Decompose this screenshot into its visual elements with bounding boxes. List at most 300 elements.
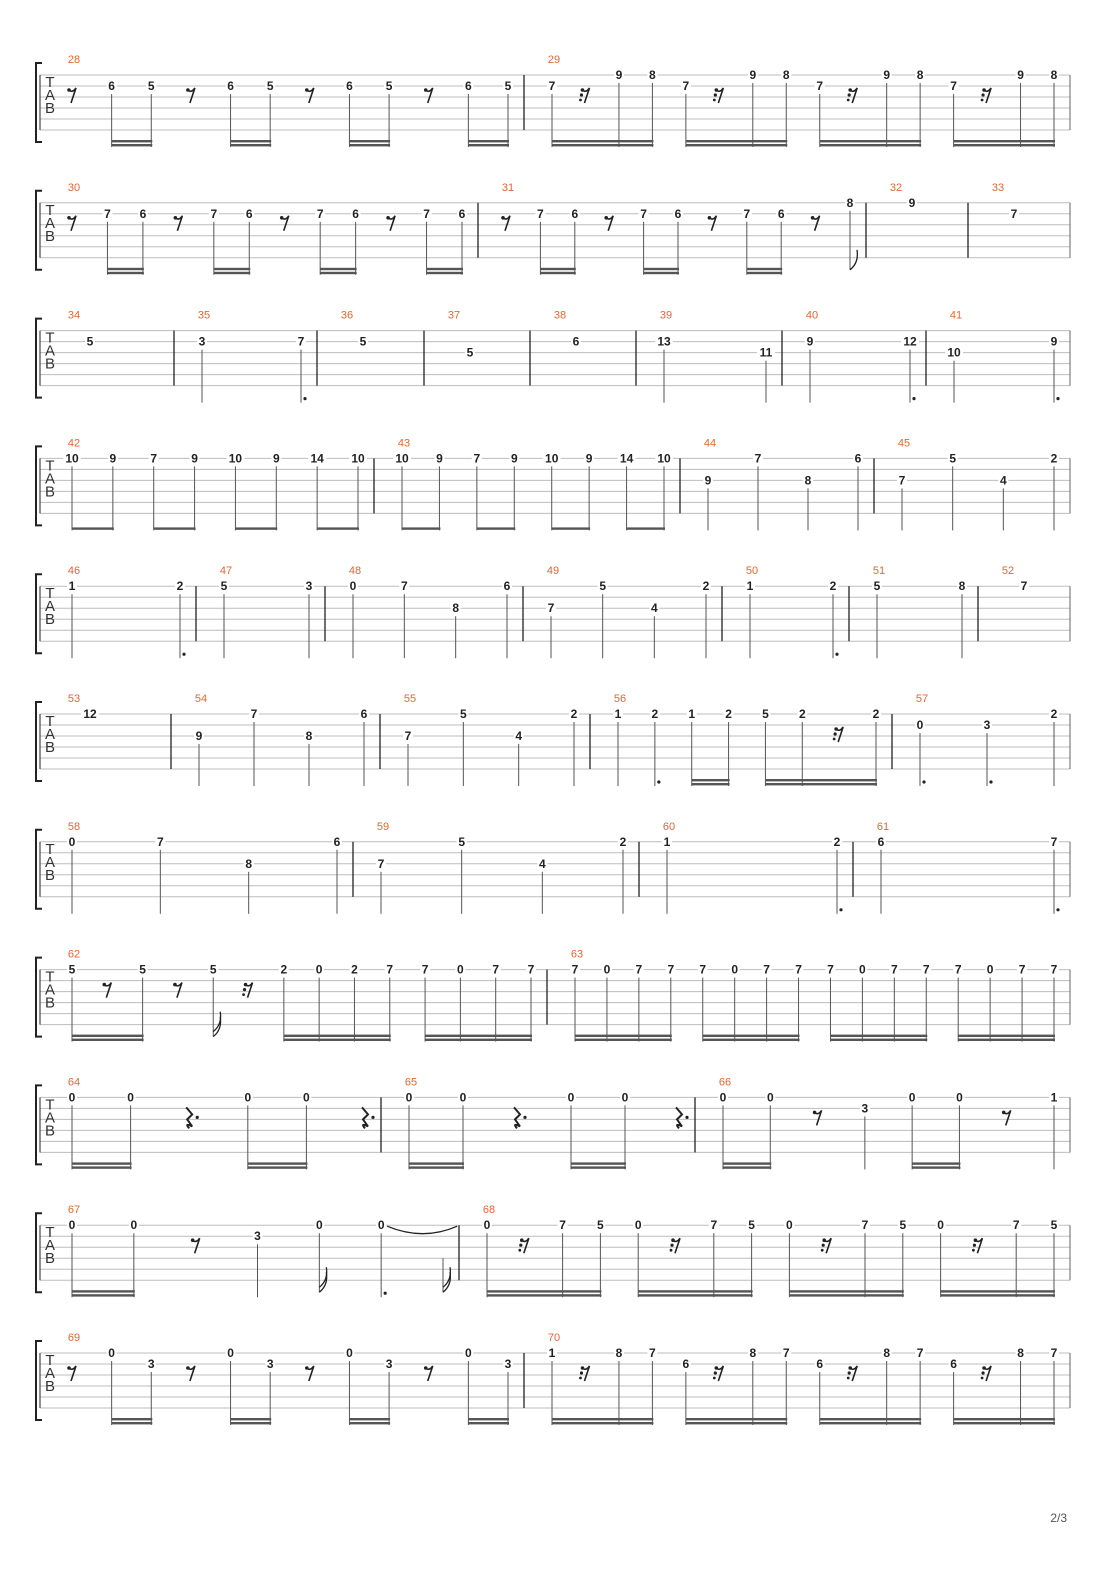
rest-flag-dot (103, 983, 107, 987)
fret-number: 7 (473, 451, 481, 466)
fret-number: 6 (572, 334, 580, 349)
beam (552, 140, 653, 142)
fret-number: 9 (436, 451, 443, 466)
measure-number: 31 (501, 181, 515, 194)
tab-clef-letter: T (45, 713, 55, 730)
fret-number: 7 (548, 79, 556, 93)
rest-flag-dot (848, 1371, 851, 1374)
fret-number: 5 (899, 1218, 907, 1233)
fret-number: 3 (305, 579, 313, 594)
beam (112, 140, 153, 142)
fret-number: 7 (699, 962, 707, 977)
beam (487, 1294, 601, 1296)
rest-flag-dot (848, 1366, 852, 1370)
rest-flag-dot (67, 88, 71, 92)
rest-flag-dot (579, 1377, 582, 1380)
tab-clef-letter: T (45, 585, 55, 603)
tab-system (36, 693, 1070, 786)
fret-number: 8 (1017, 1346, 1024, 1360)
rest-flag-dot (981, 93, 984, 96)
quarter-rest (514, 1107, 520, 1128)
rest-dot (523, 1116, 526, 1119)
fret-number: 7 (400, 579, 408, 594)
rest-flag-dot (173, 983, 177, 987)
measure (501, 182, 857, 275)
fret-number: 1 (614, 707, 622, 721)
measure-number: 60 (662, 820, 676, 833)
beam (231, 140, 272, 142)
fret-number: 10 (947, 345, 961, 360)
fret-number: 8 (452, 601, 460, 616)
measure-number: 46 (67, 565, 81, 578)
fret-number: 6 (352, 206, 359, 221)
fret-number: 7 (386, 962, 394, 977)
beam (552, 1422, 653, 1424)
rest-flag-dot (174, 216, 178, 220)
rest-flag-dot (305, 1366, 309, 1370)
fret-number: 7 (297, 334, 305, 349)
tab-clef-letter: T (45, 1224, 55, 1242)
measure (655, 310, 775, 403)
tab-system (36, 437, 1070, 530)
measure-number: 56 (613, 693, 627, 705)
fret-number: 7 (635, 962, 643, 977)
fret-number: 9 (585, 451, 593, 466)
fret-number: 7 (150, 451, 158, 466)
fret-number: 3 (266, 1357, 274, 1371)
fret-number: 7 (1050, 1346, 1058, 1360)
rest-flag-dot (501, 216, 505, 220)
fret-number: 7 (950, 79, 957, 93)
fret-number: 1 (1050, 1090, 1058, 1105)
rest-flag-dot (982, 1366, 986, 1370)
beam (789, 1294, 903, 1296)
fret-number: 10 (228, 451, 243, 466)
fret-number: 9 (1050, 334, 1058, 349)
rest-flag-dot (386, 216, 390, 220)
fret-number: 0 (68, 1218, 76, 1233)
rest-flag-dot (520, 1238, 524, 1242)
fret-number: 14 (310, 451, 324, 466)
measure-number: 54 (194, 693, 208, 705)
measure (745, 565, 839, 658)
rest-flag-dot (981, 99, 984, 102)
beam (571, 1162, 626, 1164)
measure-number: 58 (67, 820, 81, 833)
fret-number: 5 (762, 707, 769, 721)
fret-number: 0 (127, 1090, 134, 1105)
measure (67, 1204, 457, 1297)
measure-number: 48 (348, 565, 362, 578)
fret-number: 5 (458, 834, 466, 849)
fret-number: 8 (782, 68, 790, 82)
beam (214, 272, 250, 274)
beam (747, 272, 782, 274)
fret-number: 0 (603, 962, 611, 977)
fret-number: 5 (68, 962, 76, 977)
fret-number: 7 (954, 962, 962, 977)
measure-number: 29 (547, 54, 561, 66)
tab-system (36, 54, 1070, 147)
fret-number: 0 (786, 1218, 793, 1233)
tab-clef-letter: A (44, 1237, 56, 1255)
fret-number: 8 (958, 579, 966, 594)
fret-number: 7 (782, 1346, 790, 1360)
fret-number: 7 (922, 962, 930, 977)
measure (613, 693, 881, 786)
fret-number: 6 (571, 206, 579, 221)
measure-number: 57 (915, 693, 929, 705)
fret-number: 8 (916, 68, 924, 82)
beam (958, 1035, 1055, 1037)
fret-number: 8 (615, 1346, 623, 1360)
measure-number: 30 (67, 181, 81, 194)
beam (72, 1290, 135, 1292)
rest-flag-dot (280, 216, 284, 220)
fret-number: 2 (702, 579, 710, 594)
beam (912, 1166, 960, 1168)
tab-clef-letter: A (44, 342, 56, 360)
fret-number: 5 (748, 1218, 755, 1233)
fret-number: 9 (749, 68, 757, 82)
tab-clef-letter: T (45, 1352, 55, 1369)
fret-number: 0 (315, 962, 323, 977)
fret-number: 0 (916, 718, 924, 732)
beam (284, 1039, 391, 1041)
fret-number: 2 (1050, 707, 1058, 721)
measure (482, 1204, 1059, 1297)
beam (112, 1422, 153, 1424)
quarter-rest (676, 1107, 682, 1128)
rest-flag-dot (847, 99, 850, 102)
tab-clef-letter: B (44, 1250, 56, 1268)
fret-number: 7 (795, 962, 802, 977)
beam (912, 1162, 960, 1164)
measure (992, 182, 1019, 221)
note-flag (850, 250, 857, 270)
fret-number: 10 (395, 451, 409, 466)
rest-flag-dot (1002, 1111, 1006, 1115)
fret-number: 9 (704, 473, 712, 488)
fret-number: 5 (504, 79, 512, 93)
note-flag (319, 1272, 326, 1292)
beam (644, 272, 679, 274)
beam (571, 1166, 626, 1168)
fret-number: 0 (108, 1346, 115, 1360)
fret-number: 5 (385, 79, 393, 93)
beam (723, 1162, 771, 1164)
rhythm-dot (1056, 397, 1059, 400)
rest-flag-dot (186, 88, 190, 92)
measure (219, 565, 314, 658)
beam (765, 783, 877, 785)
fret-number: 0 (303, 1090, 310, 1105)
beam (349, 140, 390, 142)
fret-number: 5 (147, 79, 155, 93)
rest-flag-dot (305, 88, 309, 92)
tab-system (36, 565, 1070, 658)
tab-system (36, 821, 1070, 914)
rest-dot (685, 1116, 688, 1119)
beam (487, 1290, 601, 1292)
rest-flag-dot (982, 88, 986, 92)
fret-number: 7 (210, 206, 218, 221)
fret-number: 8 (305, 729, 313, 743)
rest-flag-dot (581, 1366, 585, 1370)
measure (662, 821, 843, 914)
measure (67, 565, 186, 658)
fret-number: 7 (682, 79, 690, 93)
rest-flag-dot (822, 1244, 825, 1247)
beam (954, 1422, 1055, 1424)
rest-flag-dot (67, 1366, 71, 1370)
measure (68, 310, 95, 349)
measure-number: 63 (570, 948, 584, 961)
measure (554, 310, 581, 349)
fret-number: 0 (731, 962, 739, 977)
fret-number: 8 (804, 473, 812, 488)
beam (686, 144, 787, 146)
rest-flag-dot (714, 1371, 717, 1374)
beam (468, 1422, 509, 1424)
fret-number: 0 (346, 1346, 353, 1360)
fret-number: 12 (83, 707, 97, 721)
measure (67, 1332, 513, 1425)
fret-number: 7 (537, 206, 544, 221)
rest-flag-dot (848, 93, 851, 96)
measure (718, 1076, 1059, 1169)
fret-number: 7 (423, 206, 430, 221)
beam (72, 1039, 144, 1041)
tab-clef-letter: B (44, 994, 56, 1012)
tab-clef-letter: B (44, 611, 56, 629)
measure-number: 37 (447, 309, 461, 322)
measure (805, 310, 919, 403)
measure-number: 35 (197, 309, 211, 322)
tab-clef-letter: B (44, 739, 56, 756)
rest-dot (371, 1116, 374, 1119)
measure-number: 55 (403, 693, 417, 705)
measure (547, 1332, 1059, 1425)
fret-number: 7 (250, 707, 258, 721)
rest-flag-dot (715, 1366, 719, 1370)
tab-clef-letter: T (45, 74, 55, 91)
beam (638, 1290, 752, 1292)
fret-number: 5 (459, 707, 467, 721)
rhythm-dot (989, 780, 992, 783)
measure (546, 565, 711, 658)
measure (393, 437, 673, 530)
fret-number: 7 (1018, 962, 1026, 977)
rhythm-dot (1056, 908, 1059, 911)
fret-number: 3 (385, 1357, 393, 1371)
tab-clef-letter: B (44, 100, 56, 117)
beam (954, 144, 1055, 146)
measure (194, 693, 369, 786)
beam (72, 1162, 132, 1164)
rest-flag-dot (713, 99, 716, 102)
beam (107, 272, 143, 274)
measure-number: 33 (991, 181, 1005, 194)
fret-number: 7 (104, 206, 111, 221)
fret-number: 3 (861, 1101, 869, 1116)
fret-number: 5 (220, 579, 228, 594)
fret-number: 10 (351, 451, 365, 466)
note-flag (443, 1272, 450, 1292)
measure-number: 53 (67, 693, 81, 705)
measure-number: 66 (718, 1076, 732, 1089)
fret-number: 5 (266, 79, 274, 93)
rest-flag-dot (580, 1371, 583, 1374)
fret-number: 1 (68, 579, 76, 594)
quarter-rest (362, 1107, 368, 1128)
fret-number: 8 (846, 195, 854, 210)
tab-system (36, 949, 1070, 1042)
fret-number: 7 (649, 1346, 656, 1360)
fret-number: 4 (538, 856, 546, 871)
fret-number: 2 (833, 834, 841, 849)
fret-number: 2 (570, 707, 578, 721)
rest-flag-dot (670, 1249, 673, 1252)
fret-number: 0 (465, 1346, 472, 1360)
tab-clef-letter: T (45, 840, 55, 858)
measure-number: 70 (547, 1332, 561, 1344)
fret-number: 7 (763, 962, 770, 977)
measure-number: 65 (404, 1076, 418, 1089)
measure (945, 310, 1060, 403)
beam (477, 527, 515, 529)
fret-number: 0 (457, 962, 464, 977)
fret-number: 6 (458, 206, 466, 221)
beam (72, 1166, 132, 1168)
rest-flag-dot (973, 1244, 976, 1247)
tab-system (36, 182, 1070, 275)
fret-number: 0 (68, 1090, 76, 1105)
fret-number: 7 (1050, 834, 1058, 849)
rest-flag-dot (981, 1371, 984, 1374)
fret-number: 10 (65, 451, 79, 466)
fret-number: 2 (651, 707, 659, 721)
fret-number: 5 (1050, 1218, 1058, 1233)
fret-number: 0 (483, 1218, 491, 1233)
beam (425, 1039, 532, 1041)
fret-number: 7 (861, 1218, 869, 1233)
fret-number: 2 (829, 579, 837, 594)
rest-flag-dot (714, 93, 717, 96)
fret-number: 7 (1050, 962, 1058, 977)
fret-number: 5 (86, 334, 94, 349)
beam (540, 272, 575, 274)
rest-flag-dot (833, 738, 836, 741)
tab-clef-letter: T (45, 329, 55, 347)
fret-number: 11 (759, 345, 773, 360)
fret-number: 6 (227, 79, 234, 93)
rest-flag-dot (581, 88, 585, 92)
beam (427, 272, 463, 274)
measure (376, 821, 628, 914)
measure-number: 69 (67, 1332, 81, 1344)
measure (403, 693, 579, 786)
beam (820, 1422, 921, 1424)
fret-number: 0 (908, 1090, 916, 1105)
rest-flag-dot (981, 1377, 984, 1380)
beam (958, 1039, 1055, 1041)
beam (941, 1294, 1055, 1296)
fret-number: 9 (191, 451, 198, 466)
measure (570, 949, 1059, 1042)
fret-number: 7 (156, 834, 164, 849)
beam (320, 272, 356, 274)
rest-flag-dot (972, 1249, 975, 1252)
fret-number: 0 (766, 1090, 774, 1105)
fret-number: 1 (746, 579, 754, 594)
fret-number: 7 (916, 1346, 924, 1360)
measure-number: 44 (703, 437, 717, 450)
fret-number: 13 (657, 334, 671, 349)
fret-number: 7 (898, 473, 906, 488)
beam (349, 1418, 390, 1420)
fret-number: 8 (245, 856, 253, 871)
page-number: 2/3 (1050, 1511, 1067, 1525)
rest-flag-dot (579, 99, 582, 102)
rest-dot (196, 1116, 199, 1119)
fret-number: 6 (108, 79, 115, 93)
rhythm-dot (182, 653, 185, 656)
fret-number: 0 (315, 1218, 323, 1233)
measure-number: 61 (876, 820, 890, 833)
fret-number: 7 (640, 206, 647, 221)
rest-flag-dot (242, 993, 245, 996)
fret-number: 12 (903, 334, 917, 349)
fret-number: 9 (510, 451, 518, 466)
measure (897, 437, 1059, 530)
fret-number: 4 (515, 729, 523, 743)
fret-number: 6 (465, 79, 472, 93)
fret-number: 0 (68, 834, 76, 849)
measure-number: 41 (949, 309, 963, 322)
fret-number: 3 (198, 334, 206, 349)
fret-number: 7 (492, 962, 500, 977)
fret-number: 8 (883, 1346, 891, 1360)
rest-flag-dot (424, 88, 428, 92)
fret-number: 7 (667, 962, 675, 977)
fret-number: 6 (503, 579, 511, 594)
fret-number: 7 (1012, 1218, 1020, 1233)
fret-number: 10 (657, 451, 671, 466)
measure-number: 28 (67, 54, 81, 66)
measure-number: 64 (67, 1076, 81, 1089)
rest-flag-dot (243, 988, 246, 991)
rest-flag-dot (67, 216, 71, 220)
fret-number: 0 (621, 1090, 629, 1105)
fret-number: 5 (599, 579, 607, 594)
fret-number: 0 (377, 1218, 385, 1233)
fret-number: 7 (890, 962, 898, 977)
fret-number: 0 (634, 1218, 642, 1233)
beam (468, 140, 509, 142)
measure-number: 32 (889, 181, 903, 194)
rhythm-dot (384, 1292, 387, 1295)
beam (723, 1166, 771, 1168)
beam (248, 1166, 308, 1168)
measure (876, 821, 1060, 914)
tab-clef-letter: B (44, 1122, 56, 1140)
beam (552, 144, 653, 146)
rest-flag-dot (715, 88, 719, 92)
rest-flag-dot (811, 216, 815, 220)
beam (830, 1035, 927, 1037)
beam (686, 1422, 787, 1424)
